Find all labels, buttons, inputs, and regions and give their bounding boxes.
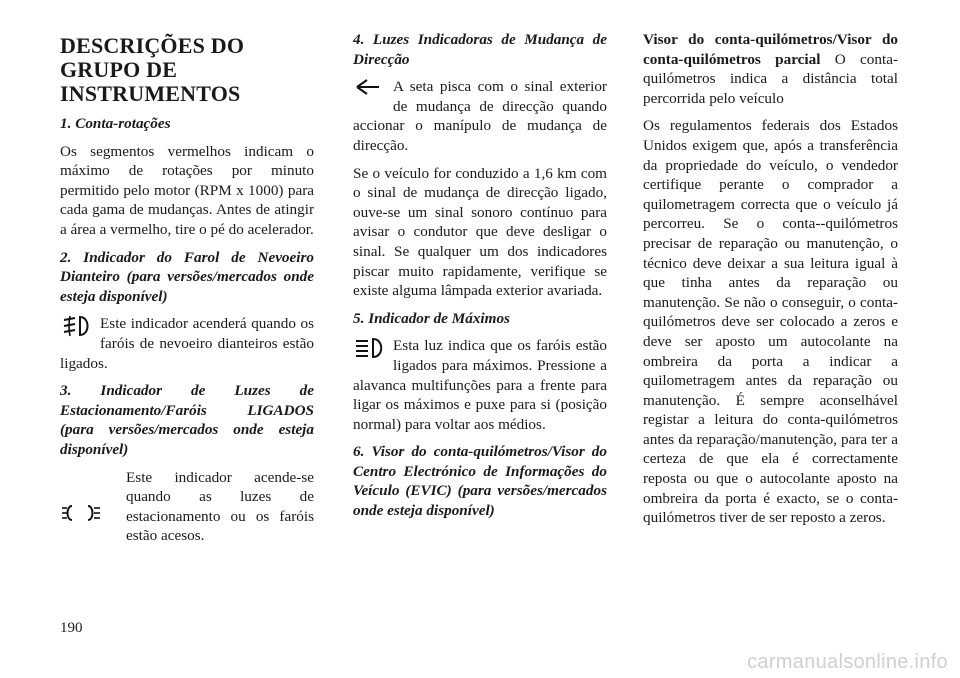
turn-signal-icon [353,77,393,111]
heading-turn-signals: 4. Luzes Indicadoras de Mudança de Direcção [353,31,607,68]
parking-indicator-block [60,468,314,558]
parking-lights-icon [60,468,126,558]
page-title: DESCRIÇÕES DO GRUPO DE INSTRUMENTOS [60,33,245,106]
heading-odometer-evic: 6. Visor do conta-quilómetros/Visor do Centro Electrónico de Informações do Veículo (EVIC) (para versões/mercados onde esteja disponível) [353,443,607,520]
high-beam-icon [353,336,393,370]
paragraph-regulations: Os regulamentos federais dos Estados Unidos exigem que, após a transferência da propriedade do veículo, o vendedor certifique perante o comprador a quilometragem correcta que o veículo já percorreu. Se o conta--quilómetros precisar de reparação ou manutenção, o técnico deve deixar a sua leitura igual à que tinha antes da reparação ou manutenção. Se não o conseguir, o conta-quilómetros deve ser colocado a zeros e deve ser aposto um autocolante na ombreira da porta a indicar a quilometragem antes da reparação ou manutenção. É sempre aconselhável registar a leitura do conta-quilómetros antes da reparação/manutenção, para ter a certeza de que ela é correctamente reposta ou que o autocolante aposto na ombreira da porta é exacto, se o conta-quilómetros tiver de ser reposto a zeros. [643,117,898,527]
paragraph-turn-warning: Se o veículo for conduzido a 1,6 km com o sinal de mudança de direcção ligado, ouve-se um sinal sonoro contínuo para avisar o condutor que deve desligar o sinal. Se qualquer um dos indicadores piscar muito rapidamente, verifique se existe alguma lâmpada exterior avariada. [353,164,607,300]
paragraph-tachometer: Os segmentos vermelhos indicam o máximo de rotações por minuto permitido pelo motor (RPM x 1000) para cada gama de mudanças. Antes de atingir a área a vermelho, tire o pé do acelerador. [60,142,314,238]
turn-indicator-text: A seta pisca com o sinal exterior de mudança de direcção quando accionar o manípulo de mudança de direcção. [353,78,607,154]
parking-indicator-text: Este indicador acende-se quando as luzes de estacionamento ou os faróis estão acesos. [126,468,314,545]
column-2 [353,30,607,529]
turn-indicator-block [353,77,607,155]
watermark: carmanualsonline.info [747,651,948,673]
heading-front-fog: 2. Indicador do Farol de Nevoeiro Dianteiro (para versões/mercados onde esteja disponível) [60,248,314,305]
front-fog-lamp-icon [60,314,100,348]
odometer-lead: Visor do conta-quilómetros/Visor do conta-quilómetros parcial [643,31,898,68]
heading-parking-lights: 3. Indicador de Luzes de Estacionamento/Faróis LIGADOS (para versões/mercados onde esteja disponível) [60,382,314,458]
high-beam-text: Esta luz indica que os faróis estão ligados para máximos. Pressione a alavanca multifunções para a frente para ligar os máximos e puxe para si (posição normal) para voltar aos médios. [353,337,607,433]
column-1 [60,30,314,566]
high-beam-block [353,336,607,434]
fog-indicator-text: Este indicador acenderá quando os faróis de nevoeiro dianteiros estão ligados. [60,315,314,372]
paragraph-odometer [643,30,898,108]
heading-high-beam: 5. Indicador de Máximos [353,309,510,327]
page-number: 190 [60,620,83,636]
column-3 [643,30,898,536]
fog-indicator-block [60,314,314,373]
odometer-text: O conta-quilómetros indica a distância total percorrida pelo veículo [643,50,898,107]
heading-tachometer: 1. Conta-rotações [60,115,171,132]
